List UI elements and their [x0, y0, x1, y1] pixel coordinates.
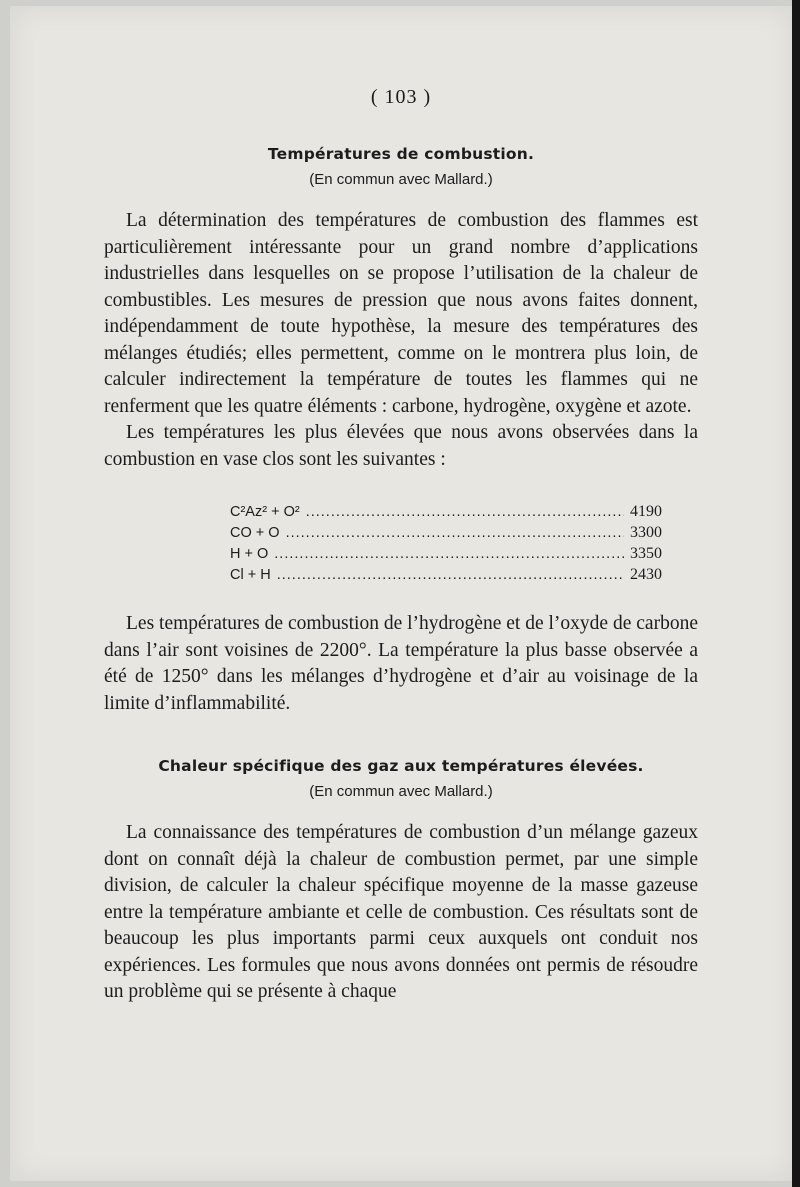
formula: H + O	[230, 546, 269, 562]
section-title-combustion: Températures de combustion.	[267, 145, 535, 163]
formula: Cl + H	[230, 567, 271, 583]
table-row	[230, 545, 676, 566]
leader-dots	[306, 504, 624, 520]
page-content	[104, 86, 698, 1006]
scan-edge	[792, 0, 800, 1187]
spacer	[104, 717, 698, 757]
paragraph: La détermination des températures de combustion des flammes est particulièrement intéressante pour un grand nombre d’applications industrielles dans lesquelles on se propose l’utilisation de la chaleur de combustibles. Les mesures de pression que nous avons faites donnent, indépendamment de toute hypothèse, la mesure des températures des mélanges étudiés; elles permettent, comme on le montrera plus loin, de calculer indirectement la température de toutes les flammes qui ne renferment que les quatre éléments : carbone, hydrogène, oxygène et azote.	[104, 210, 698, 417]
table-row	[230, 503, 676, 524]
temperature-value: 2430	[630, 566, 662, 583]
paragraph: Les températures les plus élevées que nous avons observées dans la combustion en vase clos sont les suivantes :	[104, 422, 698, 470]
section-subtitle-combustion: (En commun avec Mallard.)	[309, 171, 493, 188]
leader-dots	[274, 546, 624, 562]
table-row	[230, 566, 676, 587]
section-subtitle-chaleur: (En commun avec Mallard.)	[309, 783, 493, 800]
temperature-value: 3300	[630, 524, 662, 541]
table-row	[230, 524, 676, 545]
temperature-value: 4190	[630, 503, 662, 520]
formula: C²Az² + O²	[230, 504, 300, 520]
section-title-chaleur: Chaleur spécifique des gaz aux températures élevées.	[158, 757, 644, 775]
paragraph: La connaissance des températures de combustion d’un mélange gazeux dont on connaît déjà la chaleur de combustion permet, par une simple division, de calculer la chaleur spécifique moyenne de la masse gazeuse entre la température ambiante et celle de combustion. Ces résultats sont de beaucoup les plus importants parmi ceux auxquels ont conduit nos expériences. Les formules que nous avons données ont permis de résoudre un problème qui se présente à chaque	[104, 822, 698, 1002]
page-number: ( 103 )	[370, 86, 432, 108]
paragraph: Les températures de combustion de l’hydrogène et de l’oxyde de carbone dans l’air sont voisines de 2200°. La température la plus basse observée a été de 1250° dans les mélanges d’hydrogène et d’air au voisinage de la limite d’inflammabilité.	[104, 613, 698, 714]
formula: CO + O	[230, 525, 280, 541]
temperature-table	[230, 503, 676, 587]
leader-dots	[277, 567, 624, 583]
leader-dots	[286, 525, 624, 541]
temperature-value: 3350	[630, 545, 662, 562]
